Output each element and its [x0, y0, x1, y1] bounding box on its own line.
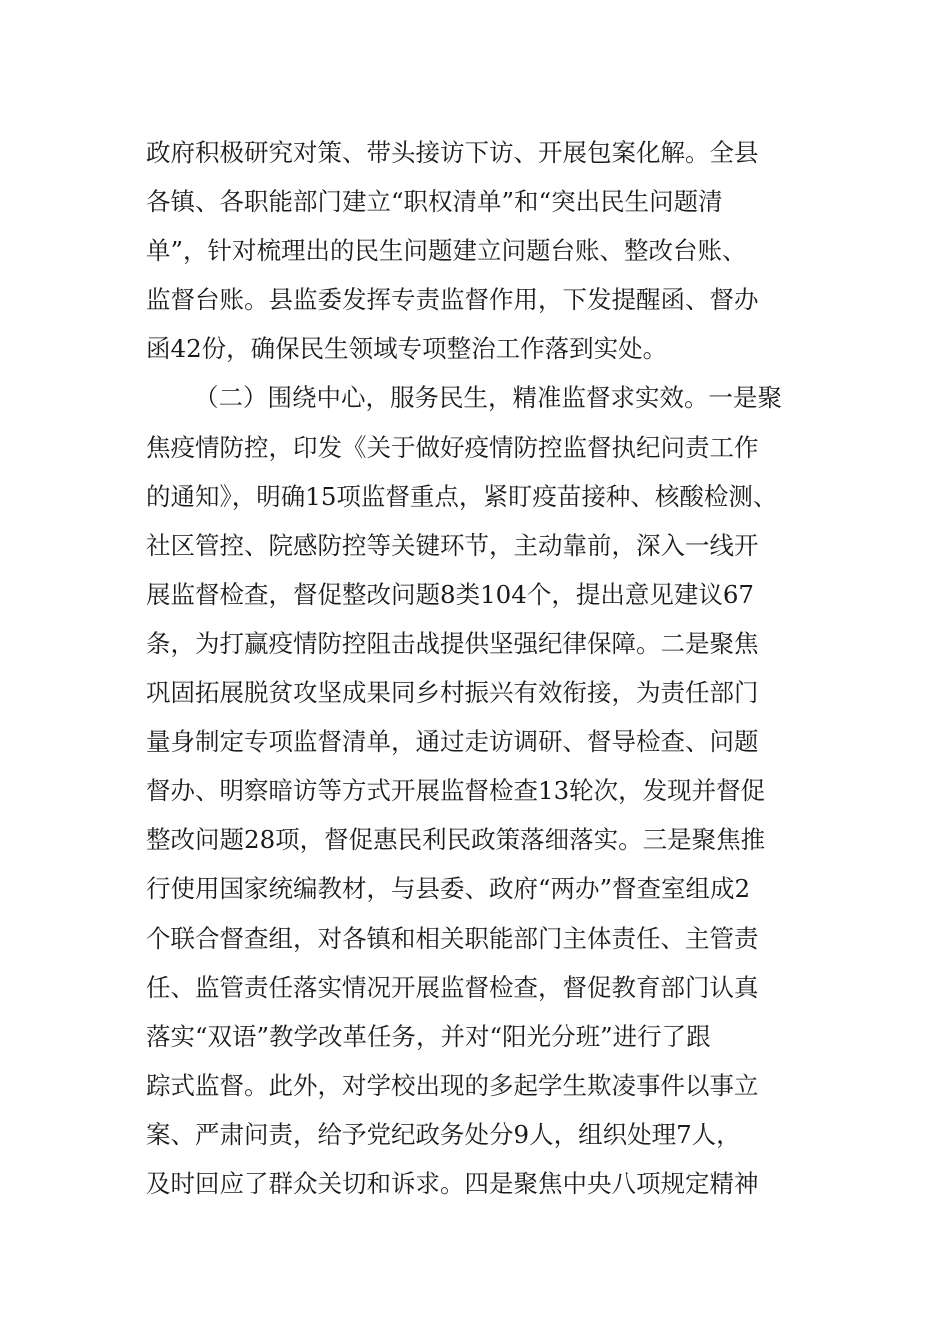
text-line: 条，为打赢疫情防控阻击战提供坚强纪律保障。二是聚焦	[146, 628, 759, 658]
text-line: 社区管控、院感防控等关键环节，主动靠前，深入一线开	[146, 530, 759, 560]
text-line: 踪式监督。此外，对学校出现的多起学生欺凌事件以事立	[146, 1070, 759, 1100]
text-line: 焦疫情防控，印发《关于做好疫情防控监督执纪问责工作	[146, 432, 759, 462]
section-heading-line: （二）围绕中心，服务民生，精准监督求实效。一是聚	[194, 383, 782, 413]
text-line: 行使用国家统编教材，与县委、政府“两办”督查室组成2	[146, 874, 751, 904]
text-line: 及时回应了群众关切和诉求。四是聚焦中央八项规定精神	[146, 1168, 759, 1198]
text-line: 政府积极研究对策、带头接访下访、开展包案化解。全县	[146, 138, 759, 167]
text-line: 整改问题28项，督促惠民利民政策落细落实。三是聚焦推	[146, 825, 766, 855]
text-line: 展监督检查，督促整改问题8类104个，提出意见建议67	[146, 579, 755, 609]
text-line: 案、严肃问责，给予党纪政务处分9人，组织处理7人，	[146, 1119, 741, 1149]
text-line: 的通知》，明确15项监督重点，紧盯疫苗接种、核酸检测、	[146, 481, 778, 511]
body-text	[146, 128, 846, 1208]
text-line: 函42份，确保民生领域专项整治工作落到实处。	[146, 334, 668, 364]
text-line: 各镇、各职能部门建立“职权清单”和“突出民生问题清	[146, 187, 723, 217]
text-line: 量身制定专项监督清单，通过走访调研、督导检查、问题	[146, 727, 759, 757]
text-line: 个联合督查组，对各镇和相关职能部门主体责任、主管责	[146, 923, 759, 953]
text-line: 任、监管责任落实情况开展监督检查，督促教育部门认真	[146, 972, 759, 1002]
text-line: 落实“双语”教学改革任务，并对“阳光分班”进行了跟	[146, 1021, 711, 1051]
text-line: 巩固拓展脱贫攻坚成果同乡村振兴有效衔接，为责任部门	[146, 678, 759, 708]
text-line: 单”，针对梳理出的民生问题建立问题台账、整改台账、	[146, 236, 747, 266]
text-line: 督办、明察暗访等方式开展监督检查13轮次，发现并督促	[146, 776, 766, 806]
text-line: 监督台账。县监委发挥专责监督作用，下发提醒函、督办	[146, 285, 759, 315]
